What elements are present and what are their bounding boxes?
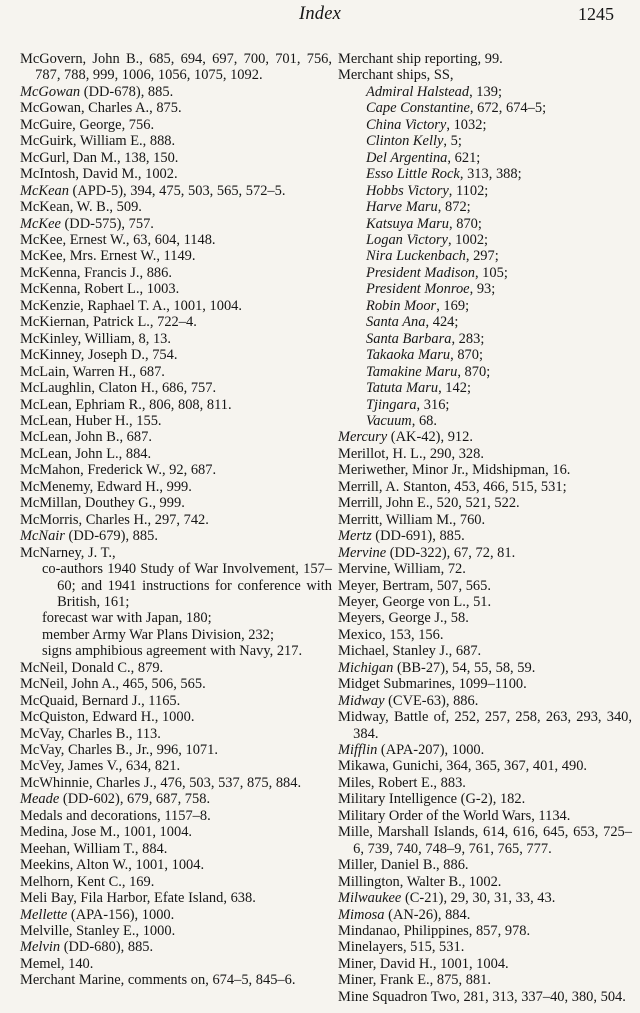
index-entry: Medals and decorations, 1157–8.: [20, 807, 211, 824]
ship-subentry: [338, 413, 632, 429]
ship-subentry: [338, 331, 632, 347]
ship-name: McKee: [20, 215, 61, 232]
ship-name: Logan Victory: [366, 231, 448, 248]
entry-references: , 316;: [416, 396, 450, 413]
ship-name: Del Argentina: [366, 149, 448, 166]
ship-subentry: [338, 117, 632, 133]
entry-references: (APA-156), 1000.: [67, 906, 175, 923]
ship-name: China Victory: [366, 116, 447, 133]
index-entry: McKenna, Francis J., 886.: [20, 264, 172, 281]
entry-references: (APD-5), 394, 475, 503, 565, 572–5.: [68, 182, 286, 199]
ship-name: Robin Moor: [366, 297, 437, 314]
index-entry: McLean, Huber H., 155.: [20, 412, 162, 429]
index-entry: Mikawa, Gunichi, 364, 365, 367, 401, 490.: [338, 758, 588, 775]
index-entry: McQuaid, Bernard J., 1165.: [20, 692, 181, 709]
index-entry: Melville, Stanley E., 1000.: [20, 923, 176, 940]
ship-subentry: [338, 298, 632, 314]
index-entry: Mine Squadron Two, 281, 313, 337–40, 380, 504.: [338, 988, 626, 1005]
index-entry: Mexico, 153, 156.: [338, 626, 444, 643]
index-entry: [338, 660, 632, 676]
index-entry: Meyer, George von L., 51.: [338, 593, 492, 610]
ship-subentry: [338, 150, 632, 166]
index-entry: Melhorn, Kent C., 169.: [20, 873, 155, 890]
index-entry: McLean, Ephriam R., 806, 808, 811.: [20, 396, 232, 413]
index-entry: McMenemy, Edward H., 999.: [20, 478, 192, 495]
entry-references: (DD-679), 885.: [64, 528, 158, 545]
index-entry: Military Order of the World Wars, 1134.: [338, 807, 571, 824]
ship-subentry: [338, 347, 632, 363]
index-entry: Meyers, George J., 58.: [338, 610, 469, 627]
index-entry: McMahon, Frederick W., 92, 687.: [20, 462, 217, 479]
ship-subentry: [338, 397, 632, 413]
ship-name: Milwaukee: [338, 890, 402, 907]
index-entry: Meehan, William T., 884.: [20, 840, 168, 857]
index-entry: [338, 528, 632, 544]
ship-name: Midway: [338, 692, 385, 709]
ship-name: Mifflin: [338, 742, 378, 759]
index-entry: Mindanao, Philippines, 857, 978.: [338, 923, 531, 940]
index-column-right: [338, 51, 632, 1005]
ship-name: Santa Ana: [366, 314, 426, 331]
entry-references: , 872;: [437, 199, 471, 216]
index-entry: [20, 907, 332, 923]
index-entry: McLean, John L., 884.: [20, 445, 152, 462]
index-entry: Michael, Stanley J., 687.: [338, 643, 482, 660]
ship-subentry: [338, 281, 632, 297]
ship-name: Mertz: [338, 528, 372, 545]
index-entry: Millington, Walter B., 1002.: [338, 873, 502, 890]
entry-references: (CVE-63), 886.: [384, 692, 479, 709]
ship-name: Clinton Kelly: [366, 133, 444, 150]
page-header: [0, 0, 640, 30]
ship-name: Katsuya Maru: [366, 215, 450, 232]
index-entry: [20, 939, 332, 955]
entry-references: (AK-42), 912.: [387, 429, 473, 446]
ship-subentry: [338, 183, 632, 199]
ship-name: McKean: [20, 182, 69, 199]
index-entry: McKenzie, Raphael T. A., 1001, 1004.: [20, 297, 242, 314]
ship-name: President Monroe: [366, 281, 470, 298]
ship-name: Tjingara: [366, 396, 417, 413]
index-subentry: co-authors 1940 Study of War Involvement, 157–60; and 1941 instructions for conference with British, 161;: [42, 561, 332, 610]
index-entry: McKiernan, Patrick L., 722–4.: [20, 314, 197, 331]
index-entry: Minelayers, 515, 531.: [338, 939, 465, 956]
entry-references: , 313, 388;: [459, 166, 522, 183]
index-entry: Miles, Robert E., 883.: [338, 774, 466, 791]
entry-references: , 297;: [465, 248, 499, 265]
index-entry: Merrill, John E., 520, 521, 522.: [338, 495, 520, 512]
ship-subentry: [338, 248, 632, 264]
index-subentry: member Army War Plans Division, 232;: [42, 626, 274, 643]
index-entry: Miner, David H., 1001, 1004.: [338, 955, 509, 972]
entry-references: (BB-27), 54, 55, 58, 59.: [393, 659, 536, 676]
ship-subentry: [338, 380, 632, 396]
index-entry: Mille, Marshall Islands, 614, 616, 645, 653, 725–6, 739, 740, 748–9, 761, 765, 777.: [338, 824, 632, 857]
ship-name: Cape Constantine: [366, 100, 470, 117]
entry-references: (AN-26), 884.: [384, 906, 471, 923]
entry-references: , 93;: [469, 281, 496, 298]
index-entry: McVay, Charles B., Jr., 996, 1071.: [20, 742, 218, 759]
index-entry: Meyer, Bertram, 507, 565.: [338, 577, 491, 594]
ship-name: Admiral Halstead: [366, 83, 470, 100]
index-entry: Merchant ship reporting, 99.: [338, 51, 503, 67]
index-entry: McGuire, George, 756.: [20, 116, 155, 133]
ship-subentry: [338, 133, 632, 149]
index-entry: Miner, Frank E., 875, 881.: [338, 972, 492, 989]
ship-subentry: [338, 314, 632, 330]
index-entry: [338, 545, 632, 561]
index-entry: McGurl, Dan M., 138, 150.: [20, 149, 179, 166]
entry-references: (C-21), 29, 30, 31, 33, 43.: [401, 890, 556, 907]
ship-name: Mimosa: [338, 906, 385, 923]
entry-references: , 169;: [436, 297, 470, 314]
ship-subentry: [338, 232, 632, 248]
index-entry: McLean, John B., 687.: [20, 429, 152, 446]
index-entry: Merritt, William M., 760.: [338, 511, 486, 528]
index-entry: Merchant ships, SS,: [338, 67, 454, 84]
entry-references: , 1032;: [446, 116, 487, 133]
index-entry: Merchant Marine, comments on, 674–5, 845–6.: [20, 972, 296, 989]
entry-references: (APA-207), 1000.: [377, 742, 485, 759]
entry-references: , 621;: [447, 149, 481, 166]
ship-name: Santa Barbara: [366, 330, 452, 347]
index-column-left: [20, 51, 332, 989]
index-entry: McKinley, William, 8, 13.: [20, 330, 171, 347]
index-entry: McLaughlin, Claton H., 686, 757.: [20, 380, 217, 397]
index-entry: [20, 216, 332, 232]
ship-subentry: [338, 265, 632, 281]
ship-name: Vacuum: [366, 412, 412, 429]
index-entry: Merrill, A. Stanton, 453, 466, 515, 531;: [338, 478, 567, 495]
entry-references: , 870;: [449, 215, 482, 232]
ship-subentry: [338, 364, 632, 380]
index-subentry: forecast war with Japan, 180;: [42, 610, 212, 627]
ship-name: Hobbs Victory: [366, 182, 449, 199]
index-entry: Military Intelligence (G-2), 182.: [338, 791, 526, 808]
index-entry: Mervine, William, 72.: [338, 561, 466, 578]
entry-references: , 68.: [411, 412, 437, 429]
ship-subentry: [338, 100, 632, 116]
index-entry: McNarney, J. T.,: [20, 544, 116, 561]
index-subentry: signs amphibious agreement with Navy, 217.: [42, 643, 303, 660]
ship-name: McGowan: [20, 83, 81, 100]
entry-references: (DD-575), 757.: [60, 215, 154, 232]
entry-references: , 870;: [457, 363, 491, 380]
entry-references: (DD-678), 885.: [80, 83, 174, 100]
index-entry: McVay, Charles B., 113.: [20, 725, 161, 742]
entry-references: , 672, 674–5;: [469, 100, 547, 117]
ship-name: Mervine: [338, 544, 387, 561]
index-entry: [20, 528, 332, 544]
index-entry: McVey, James V., 634, 821.: [20, 758, 181, 775]
ship-subentry: [338, 166, 632, 182]
ship-name: President Madison: [366, 264, 475, 281]
index-entry: McWhinnie, Charles J., 476, 503, 537, 875, 884.: [20, 774, 302, 791]
entry-references: (DD-691), 885.: [371, 528, 465, 545]
entry-references: , 142;: [438, 380, 471, 397]
index-entry: Medina, Jose M., 1001, 1004.: [20, 824, 193, 841]
index-entry: [20, 84, 332, 100]
index-entry: [20, 791, 332, 807]
ship-subentry: [338, 199, 632, 215]
ship-name: Michigan: [338, 659, 394, 676]
index-entry: McKee, Mrs. Ernest W., 1149.: [20, 248, 196, 265]
index-entry: McGowan, Charles A., 875.: [20, 100, 182, 117]
index-entry: McMorris, Charles H., 297, 742.: [20, 511, 209, 528]
entry-references: (DD-322), 67, 72, 81.: [386, 544, 516, 561]
ship-name: Esso Little Rock: [366, 166, 460, 183]
ship-name: Harve Maru: [366, 199, 438, 216]
index-entry: McIntosh, David M., 1002.: [20, 166, 178, 183]
entry-references: , 1102;: [448, 182, 489, 199]
entry-references: (DD-680), 885.: [60, 939, 154, 956]
index-entry: [338, 890, 632, 906]
index-entry: Miller, Daniel B., 886.: [338, 857, 469, 874]
page-number: 1245: [578, 4, 614, 24]
index-entry: [338, 693, 632, 709]
index-entry: [338, 907, 632, 923]
index-entry: Midget Submarines, 1099–1100.: [338, 676, 527, 693]
index-entry: Memel, 140.: [20, 955, 94, 972]
entry-references: , 283;: [451, 330, 485, 347]
ship-name: Melvin: [20, 939, 61, 956]
index-entry: McMillan, Douthey G., 999.: [20, 495, 185, 512]
index-entry: McKee, Ernest W., 63, 604, 1148.: [20, 231, 216, 248]
ship-name: Takaoka Maru: [366, 347, 451, 364]
index-entry: Meekins, Alton W., 1001, 1004.: [20, 857, 205, 874]
ship-name: Tamakine Maru: [366, 363, 458, 380]
index-entry: McKean, W. B., 509.: [20, 199, 142, 216]
ship-name: Tatuta Maru: [366, 380, 439, 397]
index-entry: Merillot, H. L., 290, 328.: [338, 445, 484, 462]
ship-name: Meade: [20, 791, 60, 808]
index-entry: Meli Bay, Fila Harbor, Efate Island, 638.: [20, 890, 256, 907]
index-entry: [338, 429, 632, 445]
ship-name: McNair: [20, 528, 65, 545]
index-entry: Midway, Battle of, 252, 257, 258, 263, 293, 340, 384.: [338, 709, 632, 742]
ship-name: Mellette: [20, 906, 68, 923]
ship-subentry: [338, 216, 632, 232]
entry-references: , 105;: [474, 264, 508, 281]
entry-references: , 424;: [425, 314, 459, 331]
ship-name: Nira Luckenbach: [366, 248, 466, 265]
ship-name: Mercury: [338, 429, 388, 446]
ship-subentry: [338, 84, 632, 100]
running-title: Index: [298, 4, 342, 24]
entry-references: , 1002;: [447, 231, 489, 248]
index-entry: McLain, Warren H., 687.: [20, 363, 165, 380]
entry-references: , 139;: [469, 83, 502, 100]
index-entry: McQuiston, Edward H., 1000.: [20, 709, 195, 726]
index-entry: Meriwether, Minor Jr., Midshipman, 16.: [338, 462, 571, 479]
entry-references: (DD-602), 679, 687, 758.: [59, 791, 211, 808]
index-entry: McKenna, Robert L., 1003.: [20, 281, 180, 298]
index-entry: McNeil, Donald C., 879.: [20, 659, 164, 676]
index-entry: McNeil, John A., 465, 506, 565.: [20, 676, 206, 693]
index-entry: McGovern, John B., 685, 694, 697, 700, 701, 756, 787, 788, 999, 1006, 1056, 1075, 1092.: [20, 51, 332, 84]
index-entry: McKinney, Joseph D., 754.: [20, 347, 178, 364]
entry-references: , 870;: [450, 347, 483, 364]
index-entry: McGuirk, William E., 888.: [20, 133, 176, 150]
entry-references: , 5;: [443, 133, 462, 150]
index-entry: [20, 183, 332, 199]
index-entry: [338, 742, 632, 758]
